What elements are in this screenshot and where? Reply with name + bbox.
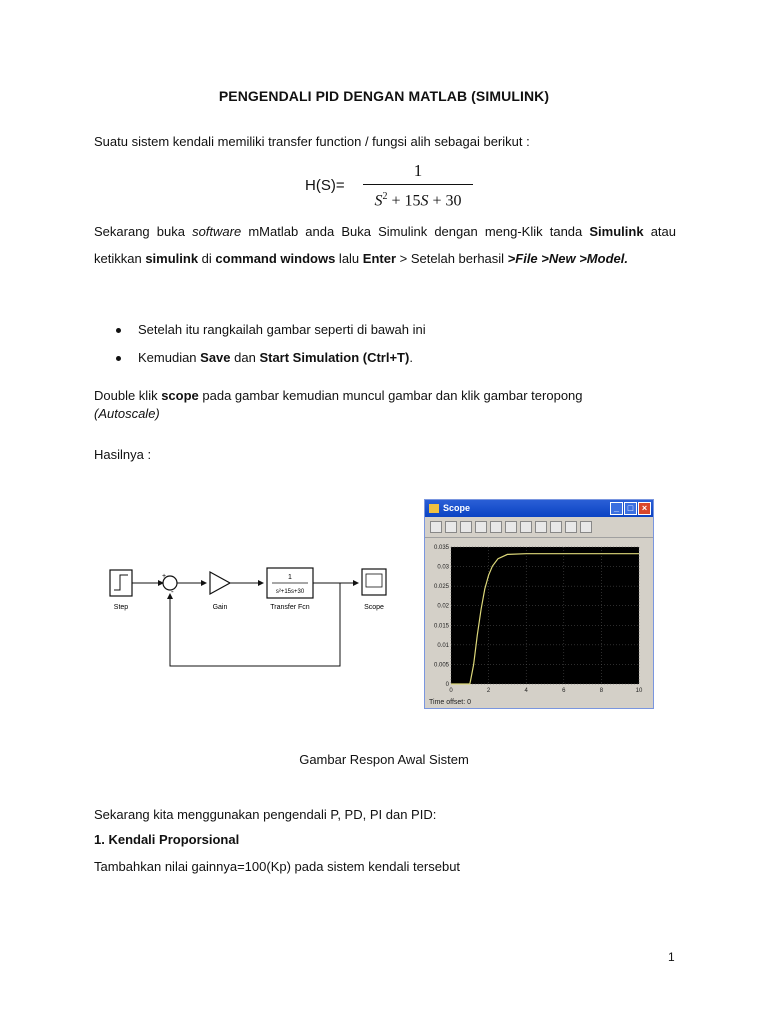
- formula-numerator: 1: [413, 161, 423, 180]
- simulink-block-diagram: [100, 548, 405, 678]
- fraction-bar: [363, 184, 473, 185]
- scope-titlebar: [425, 500, 653, 517]
- den-term2: + 30: [428, 192, 462, 210]
- bullet-icon: [116, 356, 121, 361]
- formula-lhs: H(S)=: [305, 177, 345, 194]
- signal-selection-icon[interactable]: [580, 521, 592, 533]
- maximize-icon[interactable]: □: [624, 502, 637, 515]
- transfer-function-formula: [305, 160, 485, 210]
- y-tick-label: 0.025: [433, 584, 449, 591]
- y-tick-label: 0.01: [437, 642, 449, 649]
- tf-numerator: 1: [288, 574, 292, 581]
- text-run: >File >New >Model.: [507, 251, 628, 266]
- scope-title: Scope: [443, 503, 471, 513]
- autoscale-icon[interactable]: [505, 521, 517, 533]
- tf-label: Transfer Fcn: [270, 604, 310, 611]
- formula-denominator: [363, 187, 473, 211]
- minimize-icon[interactable]: _: [610, 502, 623, 515]
- controllers-paragraph: Sekarang kita menggunakan pengendali P, PD, PI dan PID:: [94, 807, 437, 822]
- sum-minus-sign: -: [171, 587, 174, 596]
- text-run: > Setelah berhasil: [396, 251, 508, 266]
- bullet-text: Setelah itu rangkailah gambar seperti di bawah ini: [138, 322, 426, 337]
- gain-label: Gain: [212, 604, 228, 611]
- den-power: 2: [382, 191, 388, 202]
- den-s: S: [374, 192, 383, 210]
- time-offset-label: Time offset:: [429, 699, 466, 706]
- x-tick-label: 10: [635, 688, 643, 694]
- text-run: scope: [161, 388, 199, 403]
- parameters-icon[interactable]: [445, 521, 457, 533]
- sum-plus-sign: +: [162, 573, 167, 580]
- gain-paragraph: Tambahkan nilai gainnya=100(Kp) pada sistem kendali tersebut: [94, 859, 461, 874]
- y-tick-label: 0.035: [433, 545, 449, 551]
- save-axes-icon[interactable]: [520, 521, 532, 533]
- zoom-icon[interactable]: [460, 521, 472, 533]
- floating-scope-icon[interactable]: [550, 521, 562, 533]
- time-offset: [429, 699, 471, 706]
- scope-toolbar: [425, 517, 653, 538]
- y-tick-label: 0.02: [437, 603, 449, 610]
- y-tick-label: 0.005: [433, 662, 449, 669]
- restore-axes-icon[interactable]: [535, 521, 547, 533]
- text-run: Sekarang buka: [94, 224, 193, 239]
- time-offset-value: 0: [467, 699, 472, 706]
- intro-paragraph: Suatu sistem kendali memiliki transfer function / fungsi alih sebagai berikut :: [94, 134, 530, 149]
- y-tick-label: 0.03: [437, 564, 449, 571]
- scope-block: [362, 569, 386, 595]
- text-run: di: [198, 251, 216, 266]
- text-run: Enter: [362, 251, 397, 266]
- text-run: dan: [230, 350, 260, 365]
- scope-window: [424, 499, 654, 709]
- scope-paragraph: [94, 387, 676, 423]
- page-number: 1: [668, 950, 675, 964]
- gain-block: [210, 572, 230, 594]
- text-run: Save: [200, 350, 231, 365]
- window-controls: [610, 502, 651, 515]
- tf-denominator: s²+15s+30: [275, 589, 305, 595]
- plot-background: [451, 547, 639, 684]
- y-tick-label: 0.015: [433, 623, 449, 630]
- feedback-line: [170, 583, 340, 666]
- text-run: Start Simulation (Ctrl+T): [259, 350, 410, 365]
- text-run: Double klik: [94, 388, 162, 403]
- close-icon[interactable]: ×: [638, 502, 651, 515]
- x-tick-label: 8: [599, 688, 604, 694]
- x-tick-label: 4: [524, 688, 528, 694]
- x-tick-label: 0: [449, 688, 453, 694]
- text-run: software: [192, 224, 242, 239]
- scope-chart: [425, 538, 653, 698]
- bullet-item: [94, 316, 426, 344]
- den-term1: + 15: [387, 192, 421, 210]
- print-icon[interactable]: [430, 521, 442, 533]
- x-tick-label: 6: [562, 688, 566, 694]
- text-run: (Autoscale): [94, 406, 160, 421]
- bullet-list: [94, 316, 426, 372]
- bullet-item: [94, 344, 426, 372]
- step-label: Step: [113, 604, 129, 611]
- text-run: pada gambar kemudian muncul gambar dan klik gambar teropong: [198, 388, 583, 403]
- y-tick-label: 0: [445, 682, 449, 688]
- bullet-icon: [116, 328, 121, 333]
- text-run: Kemudian: [138, 350, 201, 365]
- formula-fraction: [363, 160, 473, 211]
- lock-axes-icon[interactable]: [565, 521, 577, 533]
- section-heading: 1. Kendali Proporsional: [94, 832, 240, 847]
- text-run: command windows: [215, 251, 336, 266]
- step-block: [110, 570, 132, 596]
- scope-label: Scope: [364, 604, 384, 611]
- text-run: atau ketikkan: [94, 224, 676, 266]
- matlab-icon: [429, 504, 439, 513]
- result-label: Hasilnya :: [94, 447, 152, 462]
- text-run: .: [409, 350, 413, 365]
- text-run: Simulink: [589, 224, 644, 239]
- x-tick-label: 2: [486, 688, 491, 694]
- text-run: mMatlab anda Buka Simulink dengan meng-Klik tanda: [241, 224, 590, 239]
- scope-plot-area: [425, 538, 653, 708]
- den-s2: S: [420, 192, 429, 210]
- zoom-x-icon[interactable]: [475, 521, 487, 533]
- text-run: lalu: [335, 251, 363, 266]
- figure-caption: Gambar Respon Awal Sistem: [299, 752, 469, 767]
- instructions-paragraph: [94, 218, 676, 272]
- text-run: simulink: [145, 251, 199, 266]
- document-title: PENGENDALI PID DENGAN MATLAB (SIMULINK): [218, 88, 550, 104]
- zoom-y-icon[interactable]: [490, 521, 502, 533]
